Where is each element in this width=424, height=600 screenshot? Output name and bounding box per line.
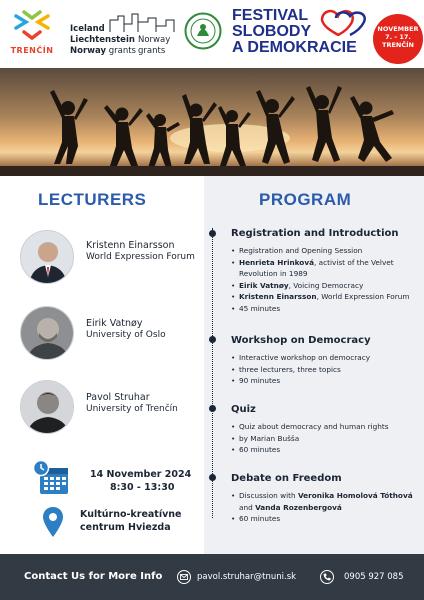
list-item: [231, 280, 417, 292]
list-item: [231, 513, 417, 525]
list-item: [231, 421, 417, 433]
program-block-debate: [231, 472, 417, 525]
list-item: [231, 364, 417, 376]
date-badge-dates: 7. - 17.: [385, 33, 411, 41]
norway-grants-word: Norway: [138, 35, 171, 45]
program-item-list: [231, 421, 417, 456]
timeline-dot: [209, 405, 216, 412]
lecturer-organization: University of Oslo: [86, 330, 166, 340]
item-text: Registration and Opening Session: [239, 246, 363, 255]
program-block-workshop: [231, 334, 417, 387]
item-text: , activist of the Velvet Revolution in 1989: [239, 257, 394, 278]
event-date: 14 November 2024: [90, 469, 192, 480]
lecturers-section: [0, 176, 204, 554]
lecturer-name: Pavol Struhar: [86, 392, 150, 403]
festival-title-line3: A DEMOKRACIE: [232, 39, 357, 56]
program-block-title: Workshop on Democracy: [231, 335, 371, 346]
event-date-time: [90, 468, 191, 494]
contact-label: Contact Us for More Info: [24, 571, 163, 582]
grants-line-norway: [70, 46, 136, 57]
item-text: , World Expression Forum: [316, 292, 410, 301]
timeline-dot: [209, 230, 216, 237]
heart-icon: [316, 6, 372, 36]
grants-country-list: [70, 24, 136, 57]
jumping-people-silhouette: [0, 68, 424, 176]
avatar: [20, 306, 74, 360]
program-block-registration: [231, 227, 417, 314]
contact-email[interactable]: pavol.struhar@tnuni.sk: [197, 572, 297, 582]
grants-logo: [70, 12, 180, 58]
timeline-dot: [209, 336, 216, 343]
item-bold: Vanda Rozenbergová: [255, 502, 342, 512]
program-item-list: [231, 352, 417, 387]
trencin-logo-icon: [10, 8, 54, 44]
lecturer-card-vatnoy: [20, 306, 204, 366]
lecturers-heading: LECTURERS: [38, 190, 147, 209]
norway-grants-grants-word: grants: [138, 46, 166, 56]
item-text: 45 minutes: [239, 303, 281, 313]
item-text: three lecturers, three topics: [239, 364, 341, 374]
email-icon: [177, 570, 191, 584]
grants-line-iceland: Iceland: [70, 24, 105, 34]
header: [0, 0, 424, 68]
lecturer-organization: University of Trenčín: [86, 404, 178, 414]
item-bold: Henrieta Hrinková: [239, 257, 315, 267]
item-text: Quiz about democracy and human rights: [239, 422, 389, 431]
item-text: by Marian Bušša: [239, 433, 300, 443]
item-text: Interactive workshop on democracy: [239, 353, 371, 362]
list-item: [231, 490, 417, 502]
seal-icon: [184, 12, 222, 50]
lecturer-card-einarsson: [20, 230, 204, 290]
item-bold: Kristenn Einarsson: [239, 292, 317, 301]
lecturer-name: Eirik Vatnøy: [86, 318, 143, 329]
lecturer-organization: World Expression Forum: [86, 252, 195, 262]
festival-logo: [232, 8, 372, 56]
list-item: [231, 303, 417, 315]
lecturer-name: Kristenn Einarsson: [86, 240, 175, 251]
footer: [0, 554, 424, 600]
contact-phone[interactable]: 0905 927 085: [344, 572, 404, 582]
list-item: [231, 502, 417, 514]
event-time: 8:30 - 13:30: [110, 482, 175, 493]
list-item: [231, 245, 417, 257]
item-bold: Veronika Homolová Tóthová: [297, 491, 413, 500]
lecturer-card-struhar: [20, 380, 204, 440]
norway-grants-label: [138, 35, 170, 57]
item-text: Discussion with: [239, 491, 298, 500]
list-item: [231, 375, 417, 387]
item-text: 60 minutes: [239, 514, 281, 523]
list-item: [231, 444, 417, 456]
program-item-list: [231, 245, 417, 314]
grants-norway-word: Norway: [70, 46, 107, 56]
date-badge-city: TRENČÍN: [382, 41, 414, 49]
date-badge-month: NOVEMBER: [377, 25, 419, 33]
item-text: 90 minutes: [239, 376, 281, 385]
hero-photo: [0, 68, 424, 176]
date-badge: [373, 14, 423, 64]
list-item: [231, 352, 417, 364]
avatar: [20, 230, 74, 284]
trencin-logo: [10, 8, 54, 60]
program-block-title: Debate on Freedom: [231, 473, 342, 484]
phone-icon: [320, 570, 334, 584]
item-text: and: [239, 502, 256, 512]
item-text: 60 minutes: [239, 445, 281, 454]
program-block-quiz: [231, 403, 417, 456]
festival-title-line1: FESTIVAL: [232, 7, 309, 24]
program-block-title: Quiz: [231, 404, 256, 415]
festival-title-line2: SLOBODY: [232, 23, 312, 40]
list-item: [231, 433, 417, 445]
event-venue: [80, 508, 182, 534]
timeline-dot: [209, 474, 216, 481]
city-logo-text: TRENČÍN: [10, 46, 54, 55]
grants-grants-word: grants: [108, 46, 136, 56]
program-item-list: [231, 490, 417, 525]
list-item: [231, 291, 417, 303]
item-bold: Eirik Vatnøy: [239, 280, 289, 290]
program-block-title: Registration and Introduction: [231, 228, 399, 239]
program-heading: PROGRAM: [259, 190, 352, 209]
avatar: [20, 380, 74, 434]
venue-line2: centrum Hviezda: [80, 522, 171, 533]
item-text: , Voicing Democracy: [288, 280, 364, 290]
grants-line-liechtenstein: Liechtenstein: [70, 35, 135, 45]
calendar-clock-icon: [32, 460, 70, 496]
list-item: [231, 257, 417, 280]
location-pin-icon: [42, 506, 64, 538]
venue-line1: Kultúrno-kreatívne: [80, 509, 182, 520]
